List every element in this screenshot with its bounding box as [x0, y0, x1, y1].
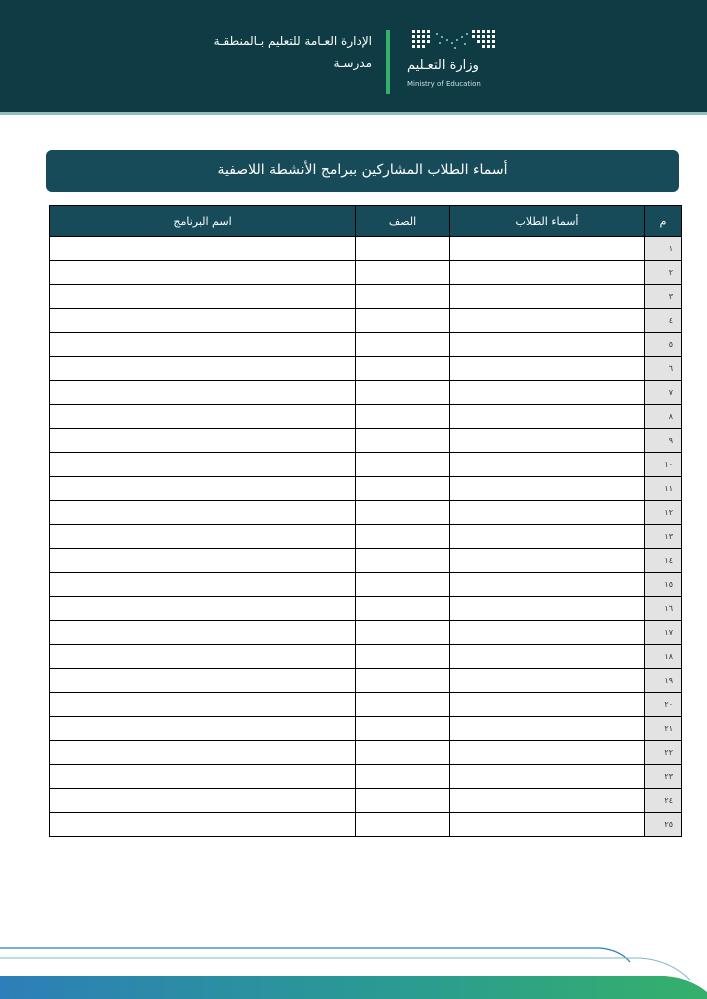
student-name-cell[interactable]	[450, 357, 645, 381]
header-text	[214, 30, 372, 74]
grade-cell[interactable]	[356, 549, 450, 573]
row-number: ٤	[645, 309, 682, 333]
student-name-cell[interactable]	[450, 573, 645, 597]
table-row	[50, 453, 682, 477]
student-name-cell[interactable]	[450, 741, 645, 765]
program-name-cell[interactable]	[50, 741, 356, 765]
row-number: ١٠	[645, 453, 682, 477]
program-name-cell[interactable]	[50, 573, 356, 597]
program-name-cell[interactable]	[50, 693, 356, 717]
grade-cell[interactable]	[356, 333, 450, 357]
row-number: ٥	[645, 333, 682, 357]
row-number: ١١	[645, 477, 682, 501]
row-number: ١٥	[645, 573, 682, 597]
grade-cell[interactable]	[356, 621, 450, 645]
student-name-cell[interactable]	[450, 621, 645, 645]
grade-cell[interactable]	[356, 237, 450, 261]
grade-cell[interactable]	[356, 573, 450, 597]
grade-cell[interactable]	[356, 693, 450, 717]
header-band	[0, 0, 707, 112]
students-table	[49, 205, 682, 837]
row-number: ٢	[645, 261, 682, 285]
student-name-cell[interactable]	[450, 813, 645, 837]
header-program-name: اسم البرنامج	[50, 206, 356, 237]
program-name-cell[interactable]	[50, 309, 356, 333]
grade-cell[interactable]	[356, 789, 450, 813]
logo-dots-icon	[410, 28, 498, 52]
logo-arabic-name: وزارة التعـليم	[407, 58, 479, 73]
table-row	[50, 789, 682, 813]
student-name-cell[interactable]	[450, 765, 645, 789]
grade-cell[interactable]	[356, 597, 450, 621]
table-row	[50, 765, 682, 789]
grade-cell[interactable]	[356, 285, 450, 309]
table-row	[50, 501, 682, 525]
header-grade: الصف	[356, 206, 450, 237]
table-row	[50, 573, 682, 597]
student-name-cell[interactable]	[450, 477, 645, 501]
student-name-cell[interactable]	[450, 309, 645, 333]
table-row	[50, 717, 682, 741]
program-name-cell[interactable]	[50, 621, 356, 645]
program-name-cell[interactable]	[50, 477, 356, 501]
program-name-cell[interactable]	[50, 717, 356, 741]
page-title: أسماء الطلاب المشاركين ببرامج الأنشطة اللاصفية	[46, 150, 679, 192]
program-name-cell[interactable]	[50, 525, 356, 549]
grade-cell[interactable]	[356, 381, 450, 405]
program-name-cell[interactable]	[50, 405, 356, 429]
program-name-cell[interactable]	[50, 765, 356, 789]
student-name-cell[interactable]	[450, 405, 645, 429]
grade-cell[interactable]	[356, 453, 450, 477]
row-number: ١٤	[645, 549, 682, 573]
program-name-cell[interactable]	[50, 645, 356, 669]
table-row	[50, 597, 682, 621]
row-number: ١٦	[645, 597, 682, 621]
grade-cell[interactable]	[356, 669, 450, 693]
grade-cell[interactable]	[356, 477, 450, 501]
table-row	[50, 621, 682, 645]
row-number: ١٨	[645, 645, 682, 669]
table-row	[50, 429, 682, 453]
student-name-cell[interactable]	[450, 261, 645, 285]
table-row	[50, 261, 682, 285]
grade-cell[interactable]	[356, 429, 450, 453]
program-name-cell[interactable]	[50, 501, 356, 525]
student-name-cell[interactable]	[450, 669, 645, 693]
student-name-cell[interactable]	[450, 453, 645, 477]
student-name-cell[interactable]	[450, 501, 645, 525]
table-row	[50, 381, 682, 405]
row-number: ١٢	[645, 501, 682, 525]
logo-english-name: Ministry of Education	[407, 80, 481, 88]
grade-cell[interactable]	[356, 813, 450, 837]
program-name-cell[interactable]	[50, 429, 356, 453]
school-label: مدرسـة	[333, 56, 372, 70]
student-name-cell[interactable]	[450, 429, 645, 453]
grade-cell[interactable]	[356, 717, 450, 741]
table-row	[50, 405, 682, 429]
program-name-cell[interactable]	[50, 813, 356, 837]
table-row	[50, 237, 682, 261]
row-number: ١٩	[645, 669, 682, 693]
ministry-logo	[405, 28, 500, 94]
student-name-cell[interactable]	[450, 693, 645, 717]
row-number: ٢٣	[645, 765, 682, 789]
program-name-cell[interactable]	[50, 549, 356, 573]
student-name-cell[interactable]	[450, 525, 645, 549]
program-name-cell[interactable]	[50, 669, 356, 693]
header-student-names: أسماء الطلاب	[450, 206, 645, 237]
student-name-cell[interactable]	[450, 285, 645, 309]
table-row	[50, 525, 682, 549]
program-name-cell[interactable]	[50, 261, 356, 285]
row-number: ٩	[645, 429, 682, 453]
header-number: م	[645, 206, 682, 237]
footer-wave	[0, 930, 707, 999]
student-name-cell[interactable]	[450, 645, 645, 669]
row-number: ٢٤	[645, 789, 682, 813]
program-name-cell[interactable]	[50, 453, 356, 477]
row-number: ٢١	[645, 717, 682, 741]
row-number: ٢٠	[645, 693, 682, 717]
program-name-cell[interactable]	[50, 789, 356, 813]
row-number: ٨	[645, 405, 682, 429]
student-name-cell[interactable]	[450, 237, 645, 261]
row-number: ٢٥	[645, 813, 682, 837]
student-name-cell[interactable]	[450, 381, 645, 405]
grade-cell[interactable]	[356, 525, 450, 549]
program-name-cell[interactable]	[50, 357, 356, 381]
table-row	[50, 333, 682, 357]
program-name-cell[interactable]	[50, 237, 356, 261]
student-name-cell[interactable]	[450, 549, 645, 573]
grade-cell[interactable]	[356, 741, 450, 765]
program-name-cell[interactable]	[50, 285, 356, 309]
row-number: ١٧	[645, 621, 682, 645]
student-name-cell[interactable]	[450, 789, 645, 813]
student-name-cell[interactable]	[450, 717, 645, 741]
grade-cell[interactable]	[356, 501, 450, 525]
grade-cell[interactable]	[356, 357, 450, 381]
table-row	[50, 549, 682, 573]
student-name-cell[interactable]	[450, 333, 645, 357]
table-row	[50, 693, 682, 717]
directorate-label: الإدارة العـامة للتعليم بـالمنطقـة	[213, 34, 372, 48]
program-name-cell[interactable]	[50, 333, 356, 357]
student-name-cell[interactable]	[450, 597, 645, 621]
program-name-cell[interactable]	[50, 381, 356, 405]
table-row	[50, 741, 682, 765]
grade-cell[interactable]	[356, 261, 450, 285]
table-row	[50, 813, 682, 837]
table-row	[50, 645, 682, 669]
header-divider	[386, 30, 390, 94]
row-number: ٢٢	[645, 741, 682, 765]
grade-cell[interactable]	[356, 405, 450, 429]
table-row	[50, 477, 682, 501]
table-row	[50, 285, 682, 309]
grade-cell[interactable]	[356, 309, 450, 333]
row-number: ٧	[645, 381, 682, 405]
program-name-cell[interactable]	[50, 597, 356, 621]
row-number: ٦	[645, 357, 682, 381]
table-row	[50, 357, 682, 381]
row-number: ١	[645, 237, 682, 261]
row-number: ٣	[645, 285, 682, 309]
table-row	[50, 669, 682, 693]
table-row	[50, 309, 682, 333]
grade-cell[interactable]	[356, 645, 450, 669]
header-underline	[0, 112, 707, 115]
grade-cell[interactable]	[356, 765, 450, 789]
row-number: ١٣	[645, 525, 682, 549]
table-header-row	[50, 206, 682, 237]
